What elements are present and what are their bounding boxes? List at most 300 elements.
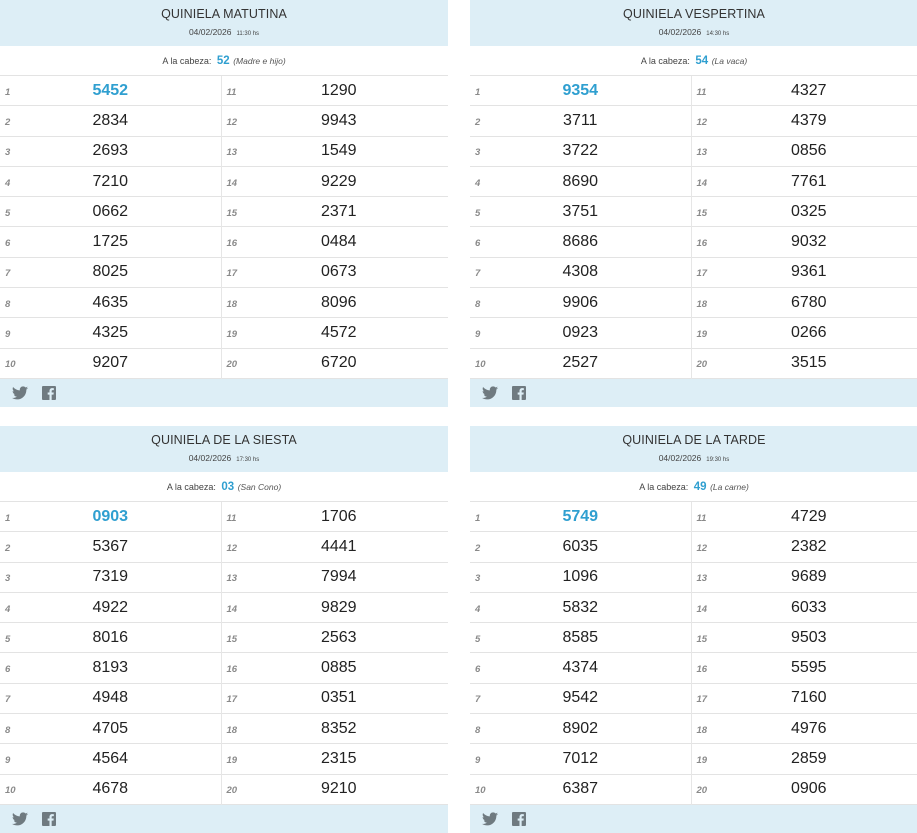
result-position: 2 xyxy=(475,542,481,554)
result-row xyxy=(692,775,917,805)
result-number: 8902 xyxy=(562,719,599,737)
result-position: 11 xyxy=(696,512,707,524)
result-number: 9503 xyxy=(790,628,827,646)
result-row xyxy=(222,623,449,653)
result-position: 3 xyxy=(5,147,11,159)
result-number: 9906 xyxy=(562,293,599,311)
result-row xyxy=(222,167,449,197)
share-bar xyxy=(0,805,448,833)
result-position: 2 xyxy=(475,116,481,128)
result-number: 2527 xyxy=(562,354,599,372)
result-row xyxy=(0,106,221,136)
result-position: 10 xyxy=(5,785,16,797)
result-position: 9 xyxy=(475,329,481,341)
results-grid xyxy=(470,502,917,805)
card-date: 04/02/2026 xyxy=(658,27,702,37)
result-number: 6780 xyxy=(790,293,827,311)
result-position: 16 xyxy=(696,664,708,676)
result-position: 20 xyxy=(696,359,708,371)
result-position: 8 xyxy=(475,724,481,736)
result-position: 20 xyxy=(226,359,238,371)
result-number: 9210 xyxy=(320,780,357,798)
result-number: 8025 xyxy=(92,263,129,281)
result-row xyxy=(222,197,449,227)
cabeza-label: A la cabeza: xyxy=(162,56,212,66)
result-position: 5 xyxy=(5,207,11,219)
result-number: 9229 xyxy=(320,172,357,190)
result-number: 5595 xyxy=(790,659,827,677)
card-time: 19:30 hs xyxy=(706,457,730,463)
card-date-line xyxy=(470,453,917,466)
facebook-icon[interactable] xyxy=(512,386,528,400)
results-column-right xyxy=(221,76,449,379)
result-position: 7 xyxy=(5,694,11,706)
result-number: 9943 xyxy=(320,111,357,129)
result-number: 0885 xyxy=(320,659,357,677)
result-number: 2834 xyxy=(92,111,129,129)
result-row xyxy=(692,744,917,774)
result-position: 7 xyxy=(475,694,481,706)
result-row xyxy=(692,167,917,197)
result-row xyxy=(0,744,221,774)
result-row xyxy=(222,653,449,683)
share-bar xyxy=(470,379,917,407)
card-time: 17:30 hs xyxy=(236,457,260,463)
result-number: 3722 xyxy=(562,142,599,160)
result-number: 4729 xyxy=(790,507,827,525)
result-position: 19 xyxy=(226,755,238,767)
result-row xyxy=(470,714,691,744)
cabeza-meaning: (La carne) xyxy=(710,482,749,492)
result-row xyxy=(470,502,691,532)
result-row xyxy=(470,593,691,623)
result-number: 4308 xyxy=(562,263,599,281)
results-grid xyxy=(470,76,917,379)
result-number: 2563 xyxy=(320,628,357,646)
result-row xyxy=(692,197,917,227)
result-number: 4379 xyxy=(790,111,827,129)
result-position: 10 xyxy=(475,359,486,371)
card-time: 14:30 hs xyxy=(706,31,730,37)
result-row xyxy=(222,532,449,562)
result-row xyxy=(222,744,449,774)
result-row xyxy=(470,623,691,653)
result-row xyxy=(692,288,917,318)
result-position: 19 xyxy=(696,329,708,341)
result-row xyxy=(470,684,691,714)
result-position: 20 xyxy=(226,785,238,797)
a-la-cabeza xyxy=(470,472,917,502)
result-row xyxy=(222,318,449,348)
result-row xyxy=(0,137,221,167)
result-number: 0906 xyxy=(790,780,827,798)
result-row xyxy=(0,532,221,562)
result-row xyxy=(470,76,691,106)
result-number: 8352 xyxy=(320,719,357,737)
result-position: 4 xyxy=(5,177,11,189)
twitter-icon[interactable] xyxy=(482,812,498,826)
result-position: 2 xyxy=(5,116,11,128)
result-position: 9 xyxy=(475,755,481,767)
result-number: 8686 xyxy=(562,233,599,251)
result-row xyxy=(692,653,917,683)
result-number: 6387 xyxy=(562,780,599,798)
result-position: 4 xyxy=(5,603,11,615)
result-row xyxy=(222,137,449,167)
result-row xyxy=(222,684,449,714)
result-number: 4327 xyxy=(790,81,827,99)
result-position: 17 xyxy=(696,268,708,280)
result-number: 3751 xyxy=(562,202,599,220)
result-number: 9361 xyxy=(790,263,827,281)
result-row xyxy=(692,106,917,136)
result-row xyxy=(0,775,221,805)
quiniela-card-matutina xyxy=(0,0,448,407)
results-column-left xyxy=(0,76,221,379)
card-date: 04/02/2026 xyxy=(658,453,702,463)
result-number: 2382 xyxy=(790,537,827,555)
result-row xyxy=(222,714,449,744)
result-number: 8690 xyxy=(562,172,599,190)
result-row xyxy=(0,563,221,593)
twitter-icon[interactable] xyxy=(12,386,28,400)
result-number: 4678 xyxy=(92,780,129,798)
result-position: 15 xyxy=(696,207,708,219)
result-position: 3 xyxy=(475,147,481,159)
a-la-cabeza xyxy=(0,46,448,76)
result-row xyxy=(692,714,917,744)
result-row xyxy=(0,653,221,683)
card-title: QUINIELA DE LA SIESTA xyxy=(151,433,297,447)
result-row xyxy=(470,227,691,257)
result-position: 18 xyxy=(696,298,708,310)
quiniela-card-tarde xyxy=(470,426,917,833)
results-grid xyxy=(0,76,448,379)
result-row xyxy=(0,288,221,318)
result-row xyxy=(692,258,917,288)
result-row xyxy=(0,318,221,348)
result-row xyxy=(470,258,691,288)
cabeza-number: 54 xyxy=(695,55,709,67)
cabeza-number: 52 xyxy=(216,55,230,67)
facebook-icon[interactable] xyxy=(42,386,58,400)
facebook-icon[interactable] xyxy=(42,812,58,826)
result-row xyxy=(692,563,917,593)
result-number: 4374 xyxy=(562,659,599,677)
result-number: 8193 xyxy=(92,659,129,677)
result-position: 17 xyxy=(226,694,238,706)
share-bar xyxy=(0,379,448,407)
result-number: 4441 xyxy=(320,537,357,555)
result-row xyxy=(222,775,449,805)
quiniela-card-siesta xyxy=(0,426,448,833)
result-number: 8585 xyxy=(562,628,599,646)
result-position: 13 xyxy=(696,573,708,585)
result-position: 10 xyxy=(475,785,486,797)
result-number: 2859 xyxy=(790,750,827,768)
result-number: 5832 xyxy=(562,598,599,616)
result-row xyxy=(0,714,221,744)
result-number: 7761 xyxy=(790,172,827,190)
result-position: 13 xyxy=(226,147,238,159)
card-header xyxy=(470,0,917,46)
result-position: 5 xyxy=(5,633,11,645)
result-position: 6 xyxy=(475,238,481,250)
result-position: 5 xyxy=(475,633,481,645)
result-position: 15 xyxy=(226,633,238,645)
result-row xyxy=(222,76,449,106)
result-number: 0903 xyxy=(92,507,129,525)
result-row xyxy=(0,227,221,257)
card-date-line xyxy=(470,27,917,40)
result-row xyxy=(222,502,449,532)
result-position: 10 xyxy=(5,359,16,371)
result-position: 16 xyxy=(696,238,708,250)
card-header xyxy=(470,426,917,472)
result-position: 18 xyxy=(226,298,238,310)
result-number: 4564 xyxy=(92,750,129,768)
quiniela-card-vespertina xyxy=(470,0,917,407)
results-column-left xyxy=(470,502,691,805)
result-number: 6033 xyxy=(790,598,827,616)
result-number: 1549 xyxy=(320,142,357,160)
card-title: QUINIELA MATUTINA xyxy=(161,7,287,21)
result-position: 11 xyxy=(226,512,237,524)
result-position: 20 xyxy=(696,785,708,797)
result-number: 5367 xyxy=(92,537,129,555)
result-position: 9 xyxy=(5,755,11,767)
cabeza-number: 49 xyxy=(693,481,707,493)
result-number: 0856 xyxy=(790,142,827,160)
result-row xyxy=(470,653,691,683)
result-number: 0351 xyxy=(320,689,357,707)
result-row xyxy=(692,684,917,714)
result-row xyxy=(0,502,221,532)
result-position: 1 xyxy=(5,512,11,524)
twitter-icon[interactable] xyxy=(482,386,498,400)
result-row xyxy=(692,502,917,532)
result-position: 7 xyxy=(475,268,481,280)
result-number: 0923 xyxy=(562,324,599,342)
result-position: 19 xyxy=(226,329,238,341)
result-number: 1725 xyxy=(92,233,129,251)
result-number: 8096 xyxy=(320,293,357,311)
result-row xyxy=(470,349,691,379)
result-number: 2315 xyxy=(320,750,357,768)
result-position: 18 xyxy=(696,724,708,736)
result-position: 1 xyxy=(5,86,11,98)
result-number: 0662 xyxy=(92,202,129,220)
result-number: 9829 xyxy=(320,598,357,616)
cabeza-label: A la cabeza: xyxy=(639,482,689,492)
card-time: 11:30 hs xyxy=(236,31,260,37)
result-position: 4 xyxy=(475,177,481,189)
result-number: 7012 xyxy=(562,750,599,768)
result-number: 2693 xyxy=(92,142,129,160)
result-row xyxy=(222,288,449,318)
result-row xyxy=(0,258,221,288)
result-row xyxy=(470,318,691,348)
result-row xyxy=(470,563,691,593)
result-number: 4635 xyxy=(92,293,129,311)
result-number: 4325 xyxy=(92,324,129,342)
result-position: 1 xyxy=(475,86,481,98)
result-position: 14 xyxy=(696,603,708,615)
results-column-right xyxy=(691,502,917,805)
result-number: 7210 xyxy=(92,172,129,190)
result-row xyxy=(692,623,917,653)
result-position: 15 xyxy=(696,633,708,645)
result-position: 14 xyxy=(696,177,708,189)
result-position: 2 xyxy=(5,542,11,554)
cabeza-number: 03 xyxy=(221,481,235,493)
cabeza-label: A la cabeza: xyxy=(640,56,690,66)
result-number: 5452 xyxy=(92,81,129,99)
result-number: 9032 xyxy=(790,233,827,251)
result-position: 11 xyxy=(696,86,707,98)
result-number: 9689 xyxy=(790,568,827,586)
result-position: 16 xyxy=(226,238,238,250)
result-number: 5749 xyxy=(562,507,599,525)
result-position: 3 xyxy=(475,573,481,585)
result-row xyxy=(692,532,917,562)
card-date-line xyxy=(0,27,448,40)
result-position: 8 xyxy=(5,724,11,736)
result-row xyxy=(222,106,449,136)
result-number: 0484 xyxy=(320,233,357,251)
result-row xyxy=(692,593,917,623)
result-row xyxy=(470,775,691,805)
share-bar xyxy=(470,805,917,833)
result-number: 9207 xyxy=(92,354,129,372)
result-row xyxy=(0,167,221,197)
card-date: 04/02/2026 xyxy=(188,453,232,463)
result-number: 4948 xyxy=(92,689,129,707)
result-number: 1096 xyxy=(562,568,599,586)
result-row xyxy=(0,349,221,379)
result-position: 14 xyxy=(226,177,238,189)
result-number: 3711 xyxy=(563,111,598,129)
card-title: QUINIELA DE LA TARDE xyxy=(622,433,766,447)
results-column-right xyxy=(221,502,449,805)
result-row xyxy=(222,593,449,623)
result-position: 9 xyxy=(5,329,11,341)
result-position: 17 xyxy=(226,268,238,280)
result-number: 4705 xyxy=(92,719,129,737)
card-date-line xyxy=(0,453,448,466)
result-position: 12 xyxy=(226,116,238,128)
result-position: 12 xyxy=(226,542,238,554)
result-row xyxy=(470,106,691,136)
result-number: 3515 xyxy=(790,354,827,372)
result-row xyxy=(222,258,449,288)
a-la-cabeza xyxy=(0,472,448,502)
card-header xyxy=(0,0,448,46)
result-number: 4976 xyxy=(790,719,827,737)
result-number: 7994 xyxy=(320,568,357,586)
results-column-left xyxy=(0,502,221,805)
result-number: 6035 xyxy=(562,537,599,555)
result-position: 8 xyxy=(5,298,11,310)
result-number: 7160 xyxy=(790,689,827,707)
result-position: 14 xyxy=(226,603,238,615)
result-row xyxy=(470,197,691,227)
results-column-left xyxy=(470,76,691,379)
result-number: 0266 xyxy=(790,324,827,342)
twitter-icon[interactable] xyxy=(12,812,28,826)
result-position: 12 xyxy=(696,542,708,554)
card-title: QUINIELA VESPERTINA xyxy=(623,7,765,21)
result-row xyxy=(0,623,221,653)
result-number: 6720 xyxy=(320,354,357,372)
result-row xyxy=(222,563,449,593)
result-position: 18 xyxy=(226,724,238,736)
result-number: 9354 xyxy=(562,81,599,99)
result-row xyxy=(692,227,917,257)
result-number: 4572 xyxy=(320,324,357,342)
results-column-right xyxy=(691,76,917,379)
result-row xyxy=(470,744,691,774)
result-position: 1 xyxy=(475,512,481,524)
result-row xyxy=(692,137,917,167)
result-position: 5 xyxy=(475,207,481,219)
result-position: 3 xyxy=(5,573,11,585)
result-row xyxy=(470,532,691,562)
results-grid xyxy=(0,502,448,805)
result-row xyxy=(692,76,917,106)
card-date: 04/02/2026 xyxy=(188,27,232,37)
result-row xyxy=(692,349,917,379)
result-row xyxy=(0,593,221,623)
result-position: 7 xyxy=(5,268,11,280)
result-number: 8016 xyxy=(92,628,129,646)
result-number: 1290 xyxy=(320,81,357,99)
result-position: 11 xyxy=(226,86,237,98)
result-position: 19 xyxy=(696,755,708,767)
result-row xyxy=(470,167,691,197)
result-number: 7319 xyxy=(92,568,129,586)
result-position: 6 xyxy=(5,664,11,676)
result-number: 1706 xyxy=(320,507,357,525)
result-position: 16 xyxy=(226,664,238,676)
result-position: 15 xyxy=(226,207,238,219)
result-position: 6 xyxy=(475,664,481,676)
result-position: 8 xyxy=(475,298,481,310)
result-position: 6 xyxy=(5,238,11,250)
result-number: 4922 xyxy=(92,598,129,616)
result-row xyxy=(222,349,449,379)
result-row xyxy=(0,684,221,714)
cabeza-meaning: (Madre e hijo) xyxy=(233,56,286,66)
result-position: 12 xyxy=(696,116,708,128)
a-la-cabeza xyxy=(470,46,917,76)
result-row xyxy=(0,197,221,227)
cabeza-meaning: (La vaca) xyxy=(711,56,748,66)
result-row xyxy=(0,76,221,106)
facebook-icon[interactable] xyxy=(512,812,528,826)
result-number: 0325 xyxy=(790,202,827,220)
result-position: 4 xyxy=(475,603,481,615)
result-row xyxy=(470,288,691,318)
cabeza-label: A la cabeza: xyxy=(166,482,216,492)
result-number: 9542 xyxy=(562,689,599,707)
result-row xyxy=(470,137,691,167)
result-position: 13 xyxy=(696,147,708,159)
cabeza-meaning: (San Cono) xyxy=(237,482,282,492)
result-position: 13 xyxy=(226,573,238,585)
result-number: 0673 xyxy=(320,263,357,281)
card-header xyxy=(0,426,448,472)
